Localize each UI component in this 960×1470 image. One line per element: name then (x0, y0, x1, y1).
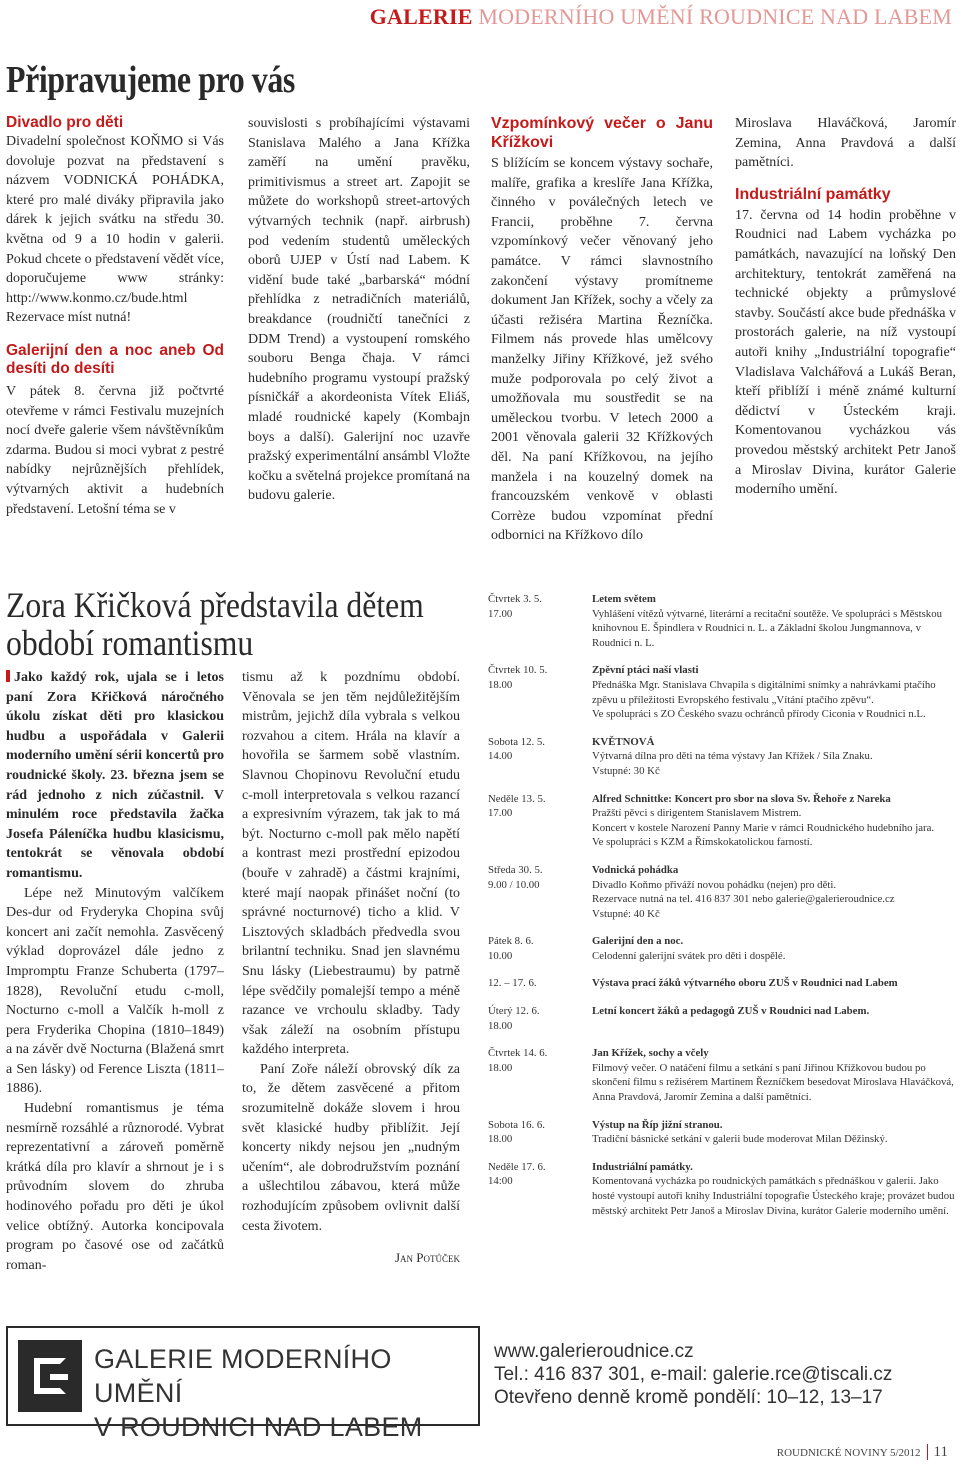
section-title: Připravujeme pro vás (6, 59, 295, 101)
event-description: Ve spolupráci s ZO Českého svazu ochránců přírody Ciconia v Roudnici n.L. (592, 708, 926, 721)
event-date (488, 1004, 592, 1033)
schedule-event (488, 863, 956, 921)
schedule-event (488, 1046, 956, 1104)
gallery-banner (6, 1326, 480, 1442)
event-description: Komentovaná vycházka po roudnických památkách s přednáškou v galerii. Jako hosté vystoupí autoři knihy Industriální topografie Ústeckého kraje; provázet budou městský architekt Petr Janoš a Miroslav Divina, kurátor Galerie moderního umění. (592, 1175, 955, 1217)
event-details (592, 792, 956, 850)
event-time: 10.00 (488, 949, 513, 962)
event-day: Neděle 13. 5. (488, 792, 546, 805)
event-title: Letem světem (592, 593, 656, 605)
heading-galerijni-den: Galerijní den a noc aneb Od desíti do desíti (6, 341, 224, 377)
event-title: KVĚTNOVÁ (592, 735, 655, 748)
event-time: 14.00 (488, 750, 513, 763)
event-date (488, 792, 592, 850)
event-description: Výtvarná dílna pro děti na téma výstavy Jan Křížek / Síla Znaku. (592, 750, 873, 763)
website-link[interactable]: www.galerieroudnice.cz (494, 1341, 694, 1362)
event-details (592, 1046, 956, 1104)
event-title: Galerijní den a noc. (592, 935, 684, 948)
paragraph-pametnici: Miroslava Hlaváčková, Jaromír Zemina, Anna Pravdová a další pamětníci. (735, 116, 956, 171)
event-day: Čtvrtek 3. 5. (488, 593, 542, 605)
event-details (592, 863, 956, 921)
event-details (592, 735, 956, 779)
event-details (592, 592, 956, 650)
event-title: Vodnická pohádka (592, 863, 679, 876)
event-description: Vstupné: 30 Kč (592, 764, 660, 777)
article-column-1 (6, 668, 224, 1275)
event-details (592, 934, 956, 963)
event-date (488, 663, 592, 721)
event-date (488, 1118, 592, 1147)
event-time: 18.00 (488, 678, 513, 691)
heading-vzpominkovy-vecer: Vzpomínkový večer o Janu Křížkovi (491, 115, 713, 151)
schedule-event (488, 663, 956, 721)
event-time: 9.00 / 10.00 (488, 878, 540, 891)
event-details (592, 663, 956, 721)
event-day: Středa 30. 5. (488, 863, 543, 876)
event-description: Vstupné: 40 Kč (592, 907, 660, 920)
header-galerie: GALERIE (369, 4, 473, 29)
schedule-event (488, 592, 956, 650)
event-description: Ve spolupráci s KZM a Římskokatolickou farností. (592, 836, 813, 849)
paragraph-industrialni: 17. června od 14 hodin proběhne v Roudnici nad Labem vycházka po památkách, navazující na loňský Den architektury, tentokrát zaměřená na technické objekty a průmyslové stavby. Součástí akce bude přednáška v prostorách galerie, na níž vystoupí autoři knihy „Industriální topografie“ Vladislava Valchářová a Lukáš Beran, kteří přiblíží i méně známé kulturní dědictví v Ústeckém kraji. Komentovanou vycházkou vás provedou městský architekt Petr Janoš a Miroslav Divina, kurátor Galerie moderního umění. (735, 207, 956, 498)
gallery-name-line2: V ROUDNICI NAD LABEM (94, 1412, 423, 1442)
article-paragraph-4: Paní Zoře náleží obrovský dík za to, že dětem zasvěcené a přitom srozumitelně dokáže slovem i hrou svět klasické hudby přiblížit. Její koncerty nikdy nejsou jen „nudným učením“, ale dobrodružstvím poznání a ušlechtilou zábavou, která může rozhodujícím způsobem ovlivnit další cesta životem. (242, 1061, 460, 1234)
event-time: 14:00 (488, 1175, 513, 1188)
column-2 (248, 114, 470, 506)
event-details (592, 976, 956, 991)
event-description: Rezervace nutná na tel. 416 837 301 nebo galerie@galerieroudnice.cz (592, 893, 895, 906)
event-date (488, 592, 592, 650)
event-date (488, 735, 592, 779)
event-description: Vyhlášení vítězů výtvarné, literární a recitační soutěže. Ve spolupráci s Městskou knihovnou E. Špindlera v Roudnici n. L. a Základní školou Jungmannova, v Roudnici n. L. (592, 607, 942, 649)
schedule-event (488, 792, 956, 850)
event-title: Jan Křížek, sochy a včely (592, 1047, 709, 1060)
gallery-name (94, 1342, 478, 1444)
event-description: Tradiční básnické setkání v galerii bude moderovat Milan Děžinský. (592, 1133, 888, 1146)
schedule-event (488, 934, 956, 963)
event-time: 17.00 (488, 607, 513, 620)
event-schedule (488, 592, 956, 1231)
article-lead-text: Jako každý rok, ujala se i letos paní Zora Křičková náročného úkolu získat děti pro klasickou hudbu a uspořádala v Galerii moderního umění sérii koncertů pro roudnické školy. 23. března jsem se rád jednoho z nich zúčastnil. V minulém roce představila žačka Josefa Páleníčka hudbu klasicismu, tentokrát se věnovala období romantismu. (6, 670, 224, 881)
event-day: Sobota 12. 5. (488, 735, 545, 748)
page-footer (777, 1444, 948, 1461)
event-description: Přednáška Mgr. Stanislava Chvapila s digitálními snímky a nahrávkami ptačího zpěvu u příležitosti Evropského festivalu „Vítání ptačího zpěvu“. (592, 678, 936, 706)
page-header (370, 4, 952, 30)
event-title: Zpěvní ptáci naší vlasti (592, 664, 699, 677)
event-details (592, 1004, 956, 1033)
event-day: 12. – 17. 6. (488, 977, 537, 990)
paragraph-vzpominkovy-vecer: S blížícím se koncem výstavy sochaře, malíře, grafika a kreslíře Jana Křížka, činného v poválečných letech ve Francii, proběhne 7. června vzpomínkový večer věnovaný jeho památce. V rámci slavnostního zakončení výstavy promítneme dokument Jan Křížek, sochy a včely za účasti režiséra Martina Řezníčka. Filmem nás provede hlas umělcovy manželky Jiřiny Křížkové, jež svého muže podporovala po celý život a umožňovala mu soustředit se na uměleckou tvorbu. V letech 2000 a 2001 věnovala galerii 32 Křížkových děl. Na paní Křížkovou, na jejího manžela i na kouzelný domek na francouzském venkově v oblasti Corrèze budou vzpomínat přední odbornici na Křížkovo dílo (491, 156, 713, 544)
page-number: 11 (933, 1444, 948, 1460)
event-title: Industriální památky. (592, 1160, 693, 1173)
event-description: Filmový večer. O natáčení filmu a setkání s paní Jiřinou Křížkovou budou po skončení filmu s režisérem Martinem Řezníčkem besedovat Miroslava Hlaváčková, Anna Pravdová, Jaromír Zemina a další pamětníci. (592, 1061, 954, 1104)
contact-line: Tel.: 416 837 301, e-mail: galerie.rce@tiscali.cz (494, 1364, 893, 1385)
event-title: Alfred Schnittke: Koncert pro sbor na slova Sv. Řehoře z Nareka (592, 792, 891, 805)
schedule-event (488, 976, 956, 991)
event-details (592, 1160, 956, 1218)
lead-marker (6, 670, 10, 682)
event-title: Výstava prací žáků výtvarného oboru ZUŠ v Roudnici nad Labem (592, 977, 898, 990)
event-day: Pátek 8. 6. (488, 935, 534, 948)
event-time: 18.00 (488, 1133, 513, 1146)
schedule-event (488, 1118, 956, 1147)
event-date (488, 863, 592, 921)
paragraph-continued: souvislosti s probíhajícími výstavami Stanislava Malého a Jana Křížka zaměří na umění pravěku, primitivismus a street art. Zapojit se můžete do workshopů street-artových výtvarných technik (např. airbrush) pod vedením studentů uměleckých oborů UJEP v Ústí nad Labem. K vidění bude také „barbarská“ módní přehlídka z netradičních materiálů, breakdance (roudničtí tanečníci z DDM Trend) a vystoupení romského souboru Benga čhaja. V rámci hudebního programu vystoupí pražský písničkář a akordeonista Vítek Eliáš, mladé roudnické kapely (Kombajn boys a další). Galerijní noc uzavře pražský experimentální ansámbl Vložte kočku a světelná projekce promítaná na budovu galerie. (248, 116, 470, 504)
gallery-logo (18, 1340, 82, 1412)
heading-industrialni: Industriální památky (735, 185, 891, 203)
schedule-event (488, 1004, 956, 1033)
event-date (488, 934, 592, 963)
event-details (592, 1118, 956, 1147)
paragraph-galerijni-den: V pátek 8. června již počtvrté otevřeme v rámci Festivalu muzejních nocí dveře galerie všem návštěvníkům zdarma. Budou si moci vybrat z pestré nabídky nejrůznějších přehlídek, výtvarných aktivit a hudebních představení. Letošní téma se v (6, 383, 224, 517)
event-description: Celodenní galerijní svátek pro děti i dospělé. (592, 949, 786, 962)
event-day: Neděle 17. 6. (488, 1160, 546, 1173)
schedule-event (488, 1160, 956, 1218)
event-description: Divadlo Koňmo přiváží novou pohádku (nejen) pro děti. (592, 878, 837, 891)
article-paragraph-1: Lépe než Minutovým valčíkem Des-dur od Fryderyka Chopina svůj koncert ani začít nemohla. Zasvěcený výklad doprovázel dále jedno z Impromptu Franze Schuberta (1797–1828), Revoluční etudu c-moll, Nocturno c-moll a Valčík h-moll z pera Fryderika Chopina (1810–1849) a na závěr dvě Nocturna (Blažená smrt a Sen lásky) od Ference Liszta (1811–1886). (6, 885, 224, 1097)
event-title: Letní koncert žáků a pedagogů ZUŠ v Roudnici nad Labem. (592, 1005, 870, 1018)
article-author: Jan Potůček (394, 1250, 460, 1266)
event-description: Koncert v kostele Narození Panny Marie v rámci Roudnického hudebního jara. (592, 821, 935, 834)
gallery-name-line1: GALERIE MODERNÍHO UMĚNÍ (94, 1344, 392, 1408)
event-time: 18.00 (488, 1019, 513, 1032)
column-1 (6, 114, 224, 519)
event-title: Výstup na Říp jižní stranou. (592, 1118, 723, 1131)
heading-divadlo: Divadlo pro děti (6, 114, 124, 131)
opening-hours: Otevřeno denně kromě pondělí: 10–12, 13–17 (494, 1387, 883, 1408)
column-3 (491, 114, 713, 546)
article-paragraph-3: tismu až k pozdnímu období. Věnovala se jen těm nejdůležitějším mistrům, jejichž díla vybrala s velkou rozvahou a citem. Hrála na klavír a hovořila se šarmem sobě vlastním. Slavnou Chopinovu Revoluční etudu c-moll interpretovala s velkou razancí a expresivním výrazem, tak jak to má být. Nocturno c-moll pak mělo napětí a kontrast mezi prostřední epizodou (bouře v zahradě) a částmi krajními, které mají naopak přinášet noční (to správné nocturnové) ticho a klid. V Lisztových skladbách předvedla svou brilantní techniku. Snad jen slavnému Snu lásky (Liebestraumu) by patrně lépe svědčily pomalejší tempo a méně razance ve vrchoulu skladby. Tady však záleží na osobním přístupu každého interpreta. (242, 670, 460, 1058)
paragraph-divadlo: Divadelní společnost KOŇMO si Vás dovoluje pozvat na představení s názvem VODNICKÁ POHÁDKA, které pro malé diváky připravila jako dárek k jejich svátku na středu 30. května od 9 a 10 hodin v galerii. Pokud chcete o představení vědět více, doporučujeme www stránky: http://www.konmo.cz/bude.html Rezervace míst nutná! (6, 134, 224, 326)
publication-name: ROUDNICKÉ NOVINY 5/2012 (776, 1447, 921, 1459)
event-day: Sobota 16. 6. (488, 1118, 545, 1131)
column-4 (735, 114, 956, 500)
schedule-event (488, 735, 956, 779)
event-day: Úterý 12. 6. (488, 1005, 540, 1018)
article-column-2 (242, 668, 460, 1268)
event-date (488, 1160, 592, 1218)
event-description: Pražští pěvci s dirigentem Stanislavem Mistrem. (592, 807, 802, 820)
article-title: Zora Křičková představila dětem období romantismu (6, 585, 424, 663)
event-time: 17.00 (488, 807, 513, 820)
event-time: 18.00 (488, 1061, 513, 1074)
event-date (488, 1046, 592, 1104)
event-day: Čtvrtek 10. 5. (488, 664, 548, 677)
contact-info (494, 1340, 892, 1409)
article-paragraph-2: Hudební romantismus je téma nesmírně rozsáhlé a různorodé. Vybrat reprezentativní a zároveň poměrně krátká díla pro klavír a shrnout je i s průvodním slovem do zhruba hodinového pořadu pro děti je úkol velice obtížný. Autorka koncipovala program po časové ose od začátků roman- (6, 1101, 224, 1273)
event-date (488, 976, 592, 991)
event-day: Čtvrtek 14. 6. (488, 1047, 548, 1060)
article-lead (6, 668, 224, 884)
header-rest: MODERNÍHO UMĚNÍ ROUDNICE NAD LABEM (478, 4, 952, 29)
